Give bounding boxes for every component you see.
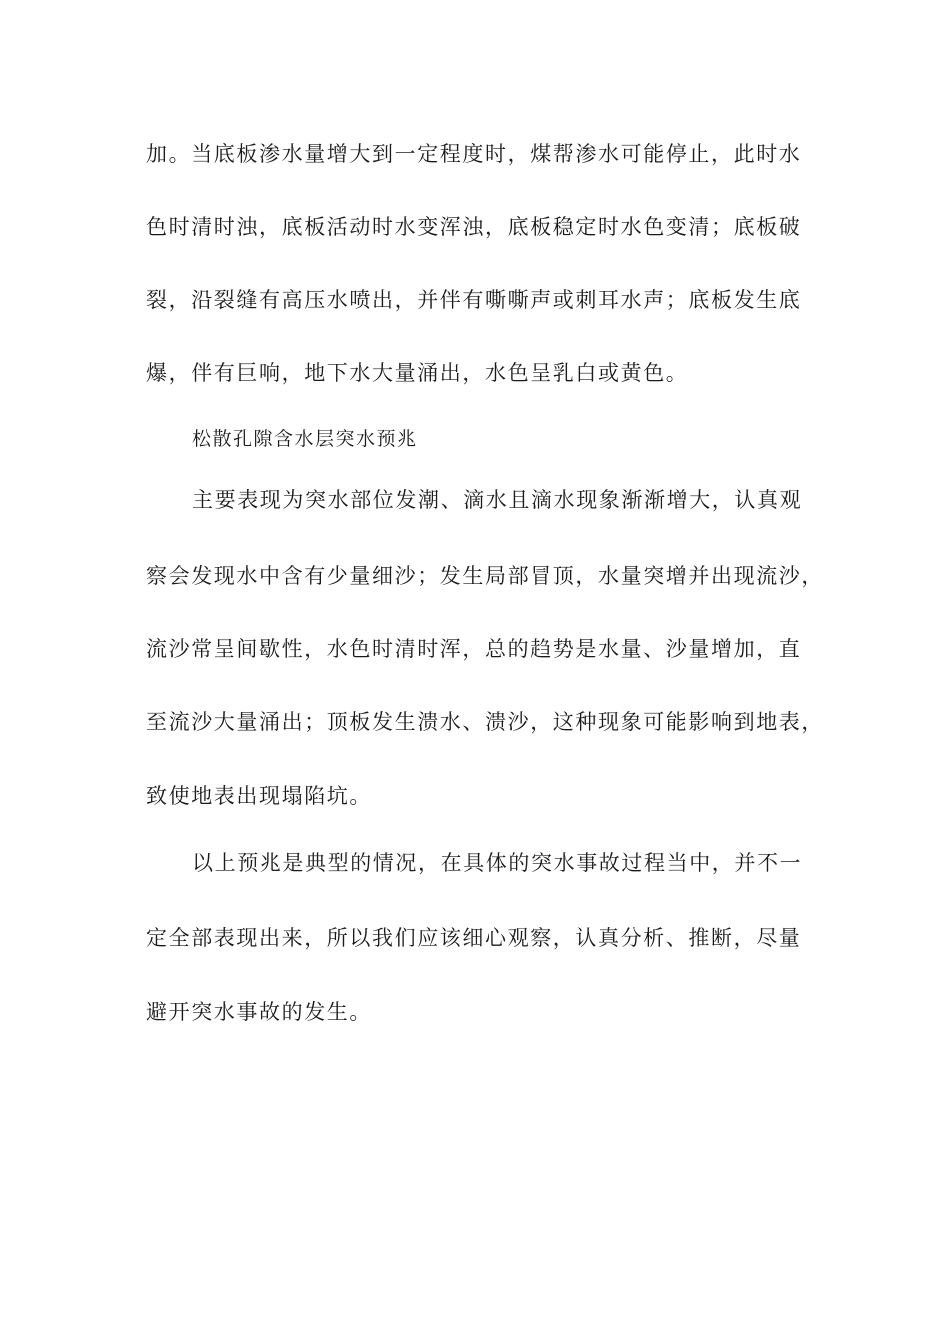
paragraph-2-line-2: 察会发现水中含有少量细沙；发生局部冒顶，水量突增并出现流沙， <box>146 564 824 588</box>
paragraph-2-line-1: 主要表现为突水部位发潮、滴水且滴水现象渐渐增大，认真观 <box>192 488 803 512</box>
paragraph-3-line-1: 以上预兆是典型的情况，在具体的突水事故过程当中，并不一 <box>192 851 803 875</box>
paragraph-1-line-1: 加。当底板渗水量增大到一定程度时，煤帮渗水可能停止，此时水 <box>146 142 802 166</box>
paragraph-2-line-5: 致使地表出现塌陷坑。 <box>146 784 372 808</box>
paragraph-2-line-3: 流沙常呈间歇性，水色时清时浑，总的趋势是水量、沙量增加，直 <box>146 637 802 661</box>
paragraph-3-line-2: 定全部表现出来，所以我们应该细心观察，认真分析、推断，尽量 <box>146 926 802 950</box>
section-heading: 松散孔隙含水层突水预兆 <box>192 428 418 450</box>
paragraph-1-line-4: 爆，伴有巨响，地下水大量涌出，水色呈乳白或黄色。 <box>146 361 689 385</box>
paragraph-2-line-4: 至流沙大量涌出；顶板发生溃水、溃沙，这种现象可能影响到地表， <box>146 710 824 734</box>
paragraph-1-line-2: 色时清时浊，底板活动时水变浑浊，底板稳定时水色变清；底板破 <box>146 215 802 239</box>
paragraph-3-line-3: 避开突水事故的发生。 <box>146 1000 372 1024</box>
paragraph-1-line-3: 裂，沿裂缝有高压水喷出，并伴有嘶嘶声或刺耳水声；底板发生底 <box>146 288 802 312</box>
